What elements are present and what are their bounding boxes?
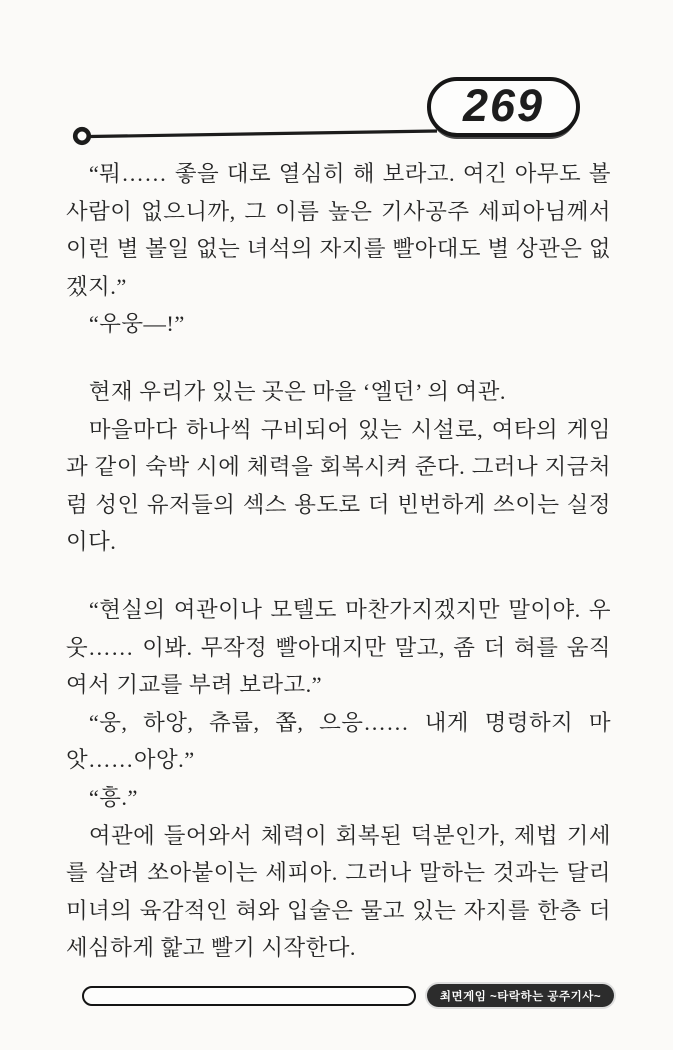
paragraph: “흥.” <box>88 784 138 810</box>
header-rule-line <box>90 131 437 137</box>
page-number-badge <box>427 77 580 137</box>
paragraph: 마을마다 하나씩 구비되어 있는 시설로, 여타의 게임과 같이 숙박 시에 체력을 회복시켜 준다. 그러나 지금처럼 성인 유저들의 섹스 용도로 더 빈번하게 쓰이는 실정이다. <box>66 416 611 555</box>
page-number: 269 <box>462 80 545 131</box>
body-text <box>66 155 611 967</box>
footer-title-badge <box>427 984 614 1007</box>
book-title: 최면게임 ~타락하는 공주기사~ <box>439 990 602 1003</box>
header-rule <box>0 0 673 160</box>
paragraph: “우웅―!” <box>88 311 185 337</box>
paragraph: “현실의 여관이나 모텔도 마찬가지겠지만 말이야. 우웃…… 이봐. 무작정 빨아대지만 말고, 좀 더 혀를 움직여서 기교를 부려 보라고.” <box>66 596 611 698</box>
header-ring-icon <box>75 129 89 143</box>
paragraph: “웅, 하앙, 츄룹, 쫍, 으응…… 내게 명령하지 마앗……아앙.” <box>66 709 611 773</box>
paragraph: 현재 우리가 있는 곳은 마을 ‘엘던’ 의 여관. <box>88 378 506 404</box>
footer-empty-bar <box>82 986 416 1006</box>
paragraph: 여관에 들어와서 체력이 회복된 덕분인가, 제법 기세를 살려 쏘아붙이는 세피아. 그러나 말하는 것과는 달리 미녀의 육감적인 혀와 입술은 물고 있는 자지를 한층 더 세심하게 핥고 빨기 시작한다. <box>66 822 611 961</box>
paragraph: “뭐…… 좋을 대로 열심히 해 보라고. 여긴 아무도 볼 사람이 없으니까, 그 이름 높은 기사공주 세피아님께서 이런 별 볼일 없는 녀석의 자지를 빨아대도 별 상관은 없겠지.” <box>66 161 611 299</box>
